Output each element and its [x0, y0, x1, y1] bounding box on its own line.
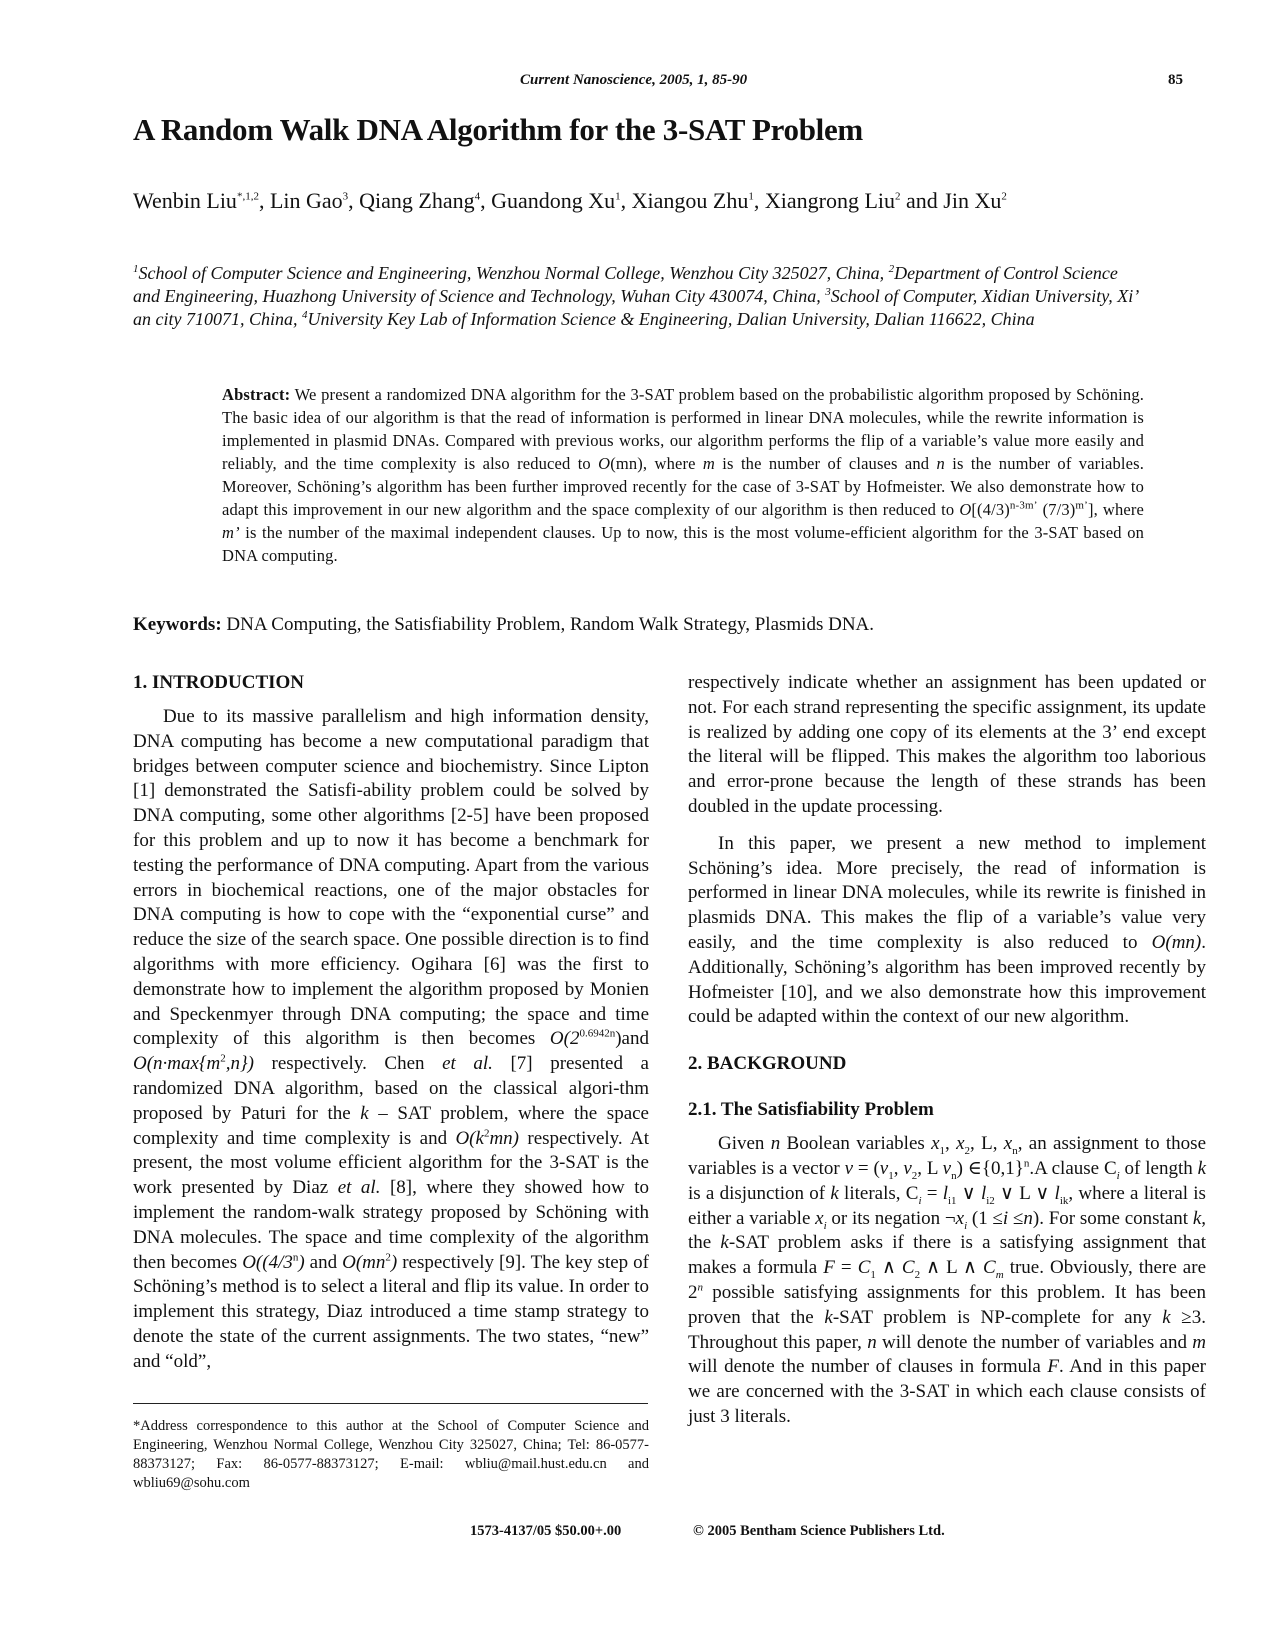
math: F — [823, 1257, 835, 1279]
author: Xiangrong Liu — [764, 188, 896, 213]
body-text: -SAT problem is NP-complete for any — [832, 1306, 1163, 1328]
paper-title: A Random Walk DNA Algorithm for the 3-SAT Problem — [133, 112, 863, 147]
author: Guandong Xu — [491, 188, 616, 213]
author-affil-sup: *,1,2 — [236, 190, 259, 203]
body-text: respectively [9]. The key step of Schöning’s method is to select a literal and flip its value. In order to implement this strategy, Diaz introduced a time stamp strategy to denote the state of the current assignments. The two states, “new” and “old”, — [133, 1251, 649, 1372]
body-text: Boolean variables — [780, 1133, 932, 1155]
math-subscript: n — [951, 1169, 957, 1182]
math: k — [1192, 1207, 1202, 1229]
keywords-text: DNA Computing, the Satisfiability Problem, Random Walk Strategy, Plasmids DNA. — [221, 614, 875, 635]
math-subscript: 1 — [870, 1268, 876, 1281]
math: C — [857, 1257, 871, 1279]
author-affil-sup: 3 — [342, 190, 349, 203]
affiliations — [133, 262, 1143, 331]
body-text: -SAT problem asks if there is a satisfying assignment that makes a formula — [688, 1232, 1206, 1279]
body-text: , the — [688, 1207, 1206, 1254]
math: O(mn) — [1151, 931, 1202, 953]
math: k — [1197, 1157, 1207, 1179]
subsection-heading-satisfiability: 2.1. The Satisfiability Problem — [688, 1099, 934, 1121]
body-text: , — [893, 1157, 904, 1179]
body-text: ∨ L ∨ — [994, 1182, 1055, 1204]
body-text: ≥3. Throughout this paper, — [688, 1306, 1206, 1353]
footnote-rule — [133, 1403, 648, 1404]
math: O — [959, 500, 972, 519]
math: n — [936, 454, 945, 473]
author: Xiangou Zhu — [631, 188, 749, 213]
intro-paragraph — [688, 832, 1206, 1030]
body-text: or its negation ¬ — [826, 1207, 956, 1229]
body-text: , L, — [970, 1133, 1004, 1155]
body-text: , an assignment to those variables is a vector — [688, 1133, 1207, 1179]
body-text: .A clause C — [1029, 1157, 1117, 1179]
author: Qiang Zhang — [359, 188, 475, 213]
abstract-label: Abstract: — [222, 385, 291, 404]
keywords-label: Keywords: — [133, 614, 222, 635]
author-affil-sup: 2 — [895, 190, 901, 203]
math: C — [901, 1257, 915, 1279]
keywords — [133, 614, 874, 636]
left-column — [133, 671, 649, 1387]
math: k — [720, 1232, 729, 1254]
math-exponent: n — [292, 1251, 299, 1264]
journal-citation: Current Nanoscience, 2005, 1, 85-90 — [520, 72, 748, 88]
citation-etal: et al. — [442, 1053, 493, 1075]
math: (7/3) — [1042, 500, 1076, 519]
math: i — [1002, 1207, 1009, 1229]
author: Wenbin Liu — [133, 188, 237, 213]
math: [(4/3) — [971, 500, 1010, 519]
math: k — [830, 1182, 839, 1204]
copyright-notice: © 2005 Bentham Science Publishers Ltd. — [693, 1523, 945, 1539]
math-subscript: 2 — [914, 1268, 921, 1281]
page-number: 85 — [1168, 72, 1183, 88]
body-text: = — [921, 1182, 943, 1204]
section-heading-introduction: 1. INTRODUCTION — [133, 672, 305, 693]
math-exponent: 2 — [385, 1251, 391, 1264]
affiliation: University Key Lab of Information Science & Engineering, Dalian University, Dalian 116622, China — [307, 309, 1035, 329]
math-subscript: i — [918, 1194, 922, 1207]
math: v — [942, 1157, 952, 1179]
body-text: = ( — [853, 1157, 880, 1179]
math-exponent: n-3m’ — [1009, 499, 1038, 512]
math: k — [360, 1102, 369, 1124]
affiliation: School of Computer Science and Engineering, Wenzhou Normal College, Wenzhou City 325027, China, — [138, 263, 889, 283]
body-text: Given — [718, 1133, 771, 1155]
body-text: ∨ — [956, 1182, 981, 1204]
math-exponent: m’ — [1075, 499, 1088, 512]
right-column — [688, 671, 1206, 1442]
body-text: possible satisfying assignments for this problem. It has been proven that the — [688, 1281, 1206, 1328]
body-text: will denote the number of clauses in formula — [688, 1356, 1048, 1378]
author: Jin Xu — [943, 188, 1002, 213]
abstract-text: is the number of the maximal independent clauses. Up to now, this is the most volume-efficient algorithm for the 3-SAT based on DNA computing. — [222, 523, 1144, 565]
math: (mn) — [610, 454, 643, 473]
abstract-text: , where — [642, 454, 703, 473]
math: m — [702, 454, 715, 473]
issn-price: 1573-4137/05 $50.00+.00 — [470, 1523, 622, 1539]
body-text: . And in this paper we are concerned with the 3-SAT in which each clause consists of just 3 literals. — [688, 1356, 1206, 1427]
math: v — [903, 1157, 912, 1179]
author-affil-sup: 2 — [1001, 190, 1007, 203]
math-subscript: 2 — [964, 1144, 971, 1157]
intro-paragraph — [133, 705, 649, 1375]
math-exponent: n — [1023, 1157, 1030, 1170]
math: x — [1003, 1133, 1013, 1155]
section-heading-background: 2. BACKGROUND — [688, 1053, 847, 1075]
math: O(n·max{m — [133, 1053, 221, 1075]
body-text: (1 ≤ — [967, 1207, 1003, 1229]
author-affil-sup: 1 — [748, 190, 754, 203]
math: l — [942, 1182, 948, 1204]
math: x — [956, 1133, 965, 1155]
body-text: , — [945, 1133, 957, 1155]
affil-marker: 1 — [133, 263, 139, 275]
abstract — [222, 383, 1144, 567]
math-exponent: 2 — [483, 1127, 490, 1140]
author-affil-sup: 1 — [615, 190, 621, 203]
abstract-text: ], where — [1087, 500, 1144, 519]
body-text: , where a literal is either a variable — [688, 1182, 1206, 1229]
affil-marker: 2 — [888, 263, 895, 275]
math: O(k — [455, 1127, 484, 1149]
body-text: – SAT problem, where the space complexity and time complexity is and — [133, 1102, 649, 1149]
math: v — [844, 1157, 854, 1179]
math: O(2 — [549, 1028, 580, 1050]
math: ) — [390, 1251, 398, 1273]
math-exponent: 0.6942n — [579, 1028, 616, 1041]
math: O(mn — [342, 1251, 386, 1273]
math-subscript: 1 — [939, 1144, 946, 1157]
body-text: ≤ — [1008, 1207, 1024, 1229]
math-subscript: i2 — [986, 1194, 995, 1207]
body-text: literals, C — [838, 1182, 919, 1204]
body-text: ). For some constant — [1032, 1207, 1193, 1229]
body-text: ) ∈{0,1} — [956, 1157, 1024, 1179]
body-text: Due to its massive parallelism and high information density, DNA computing has become a new computational paradigm that bridges between computer science and biochemistry. Since Lipton [1] demonstrated the Satisfi-ability problem could be solved by DNA computing, some other algorithms [2-5] have been proposed for this problem and up to now it has become a benchmark for testing the performance of DNA computing. Apart from the various errors in biochemical reactions, one of the major obstacles for DNA computing is how to cope with the “exponential curse” and reduce the size of the search space. One possible direction is to find algorithms with more efficiency. Ogihara [6] was the first to demonstrate how to implement the algorithm proposed by Monien and Speckenmyer through DNA computing; the space and time complexity of this algorithm is then becomes — [133, 706, 649, 1050]
math-subscript: m — [995, 1268, 1004, 1281]
math: C — [983, 1257, 996, 1279]
abstract-text: We present a randomized DNA algorithm for the 3-SAT problem based on the probabilistic algorithm proposed by Schöning. The basic idea of our algorithm is that the read of information is performed in linear DNA molecules, while the rewrite information is implemented in plasmid DNAs. Compared with previous works, our algorithm performs the flip of a variable’s value more easily and reliably, and the time complexity is also reduced to — [222, 385, 1144, 473]
math-subscript: i — [1116, 1169, 1120, 1182]
math-subscript: n — [1012, 1144, 1018, 1157]
author-affil-sup: 4 — [474, 190, 481, 203]
background-paragraph — [688, 1132, 1206, 1430]
body-text: = — [834, 1257, 858, 1279]
body-text: respectively. Chen — [253, 1053, 443, 1075]
math-subscript: 2 — [911, 1169, 918, 1182]
math: m’ — [222, 523, 240, 542]
body-text: will denote the number of variables and — [876, 1331, 1193, 1353]
math: ) — [298, 1251, 305, 1273]
math-subscript: i1 — [948, 1194, 957, 1207]
math: O — [598, 454, 611, 473]
math: v — [879, 1157, 889, 1179]
intro-paragraph-continued: respectively indicate whether an assignment has been updated or not. For each strand representing the specific assignment, its update is realized by adding one copy of its elements at the 3’ end except the literal will be flipped. This makes the algorithm too laborious and error-prone because the length of these strands has been doubled in the update processing. — [688, 672, 1206, 817]
math: m — [1192, 1331, 1206, 1353]
math: n — [1023, 1207, 1033, 1229]
body-text: of length — [1119, 1157, 1198, 1179]
math-exponent: 2 — [220, 1052, 226, 1065]
math: mn) — [489, 1127, 519, 1149]
math-subscript: i — [823, 1219, 827, 1232]
math: l — [980, 1182, 987, 1204]
body-text: is a disjunction of — [688, 1182, 831, 1204]
math-subscript: 1 — [888, 1169, 894, 1182]
math: x — [931, 1133, 940, 1155]
math: ,n}) — [225, 1053, 254, 1075]
body-text: In this paper, we present a new method to implement Schöning’s idea. More precisely, the read of information is performed in linear DNA molecules, while its rewrite is finished in plasmids DNA. This makes the flip of a variable’s value very easily, and the time complexity is also reduced to — [688, 832, 1206, 953]
math: n — [770, 1133, 781, 1155]
body-text: ∧ L ∧ — [920, 1257, 984, 1279]
math: O((4/3 — [242, 1251, 293, 1273]
abstract-text: is the number of variables. Moreover, Schöning’s algorithm has been further improved recently for the case of 3-SAT by Hofmeister. We also demonstrate how to adapt this improvement in our new algorithm and the space complexity of our algorithm is then reduced to — [222, 454, 1144, 519]
body-text: . Additionally, Schöning’s algorithm has been improved recently by Hofmeister [10], and we also demonstrate how this improvement could be adapted within the context of our new algorithm. — [688, 931, 1206, 1028]
body-text: true. Obviously, there are 2 — [688, 1257, 1206, 1303]
math-subscript: ik — [1059, 1194, 1069, 1207]
math: n — [867, 1331, 877, 1353]
author-conjunction: and — [906, 188, 938, 213]
body-text: [8], where they showed how to implement the random-walk strategy proposed by Schöning with DNA molecules. The space and time complexity of the algorithm then becomes — [133, 1177, 649, 1273]
body-text: ∧ — [875, 1257, 902, 1279]
correspondence-footnote: *Address correspondence to this author at the School of Computer Science and Engineering, Wenzhou Normal College, Wenzhou City 325027, China; Tel: 86-0577-88373127; Fax: 86-0577-88373127; E-mail: wbliu@mail.hust.edu.cn and wbliu69@sohu.com — [133, 1418, 649, 1491]
affiliation: Department of Control Science and Engineering, Huazhong University of Science and Technology, Wuhan City 430074, China, — [133, 263, 1118, 306]
affil-marker: 4 — [302, 309, 308, 321]
math-exponent: n — [697, 1281, 703, 1294]
author: Lin Gao — [269, 188, 343, 213]
math: l — [1054, 1182, 1060, 1204]
math: k — [1162, 1306, 1171, 1328]
author-list: Wenbin Liu$^{*,1,2}$, Lin Gao$^3$, Qiang Zhang$^4$, Guandong Xu$^1$, Xiangou Zhu$^1$, Xiangrong Liu$^2$ and Jin Xu$^2$ — [133, 188, 1007, 213]
math: F — [1047, 1356, 1059, 1378]
body-text: and — [304, 1251, 343, 1273]
math: k — [824, 1306, 833, 1328]
body-text: , L — [917, 1157, 943, 1179]
citation-etal: et al. — [337, 1177, 381, 1199]
math-subscript: i — [964, 1219, 968, 1232]
body-text: [7] presented a randomized DNA algorithm, based on the classical algori-thm proposed by Paturi for the — [133, 1053, 649, 1124]
affil-marker: 3 — [825, 286, 831, 298]
math: x — [815, 1207, 824, 1229]
body-text: )and — [615, 1028, 649, 1050]
math: x — [955, 1207, 965, 1229]
body-text: respectively. At present, the most volume efficient algorithm for the 3-SAT is the work presented by Diaz — [133, 1127, 649, 1199]
abstract-text: is the number of clauses and — [714, 454, 937, 473]
affiliation: School of Computer, Xidian University, Xi’ an city 710071, China, — [133, 286, 1138, 329]
